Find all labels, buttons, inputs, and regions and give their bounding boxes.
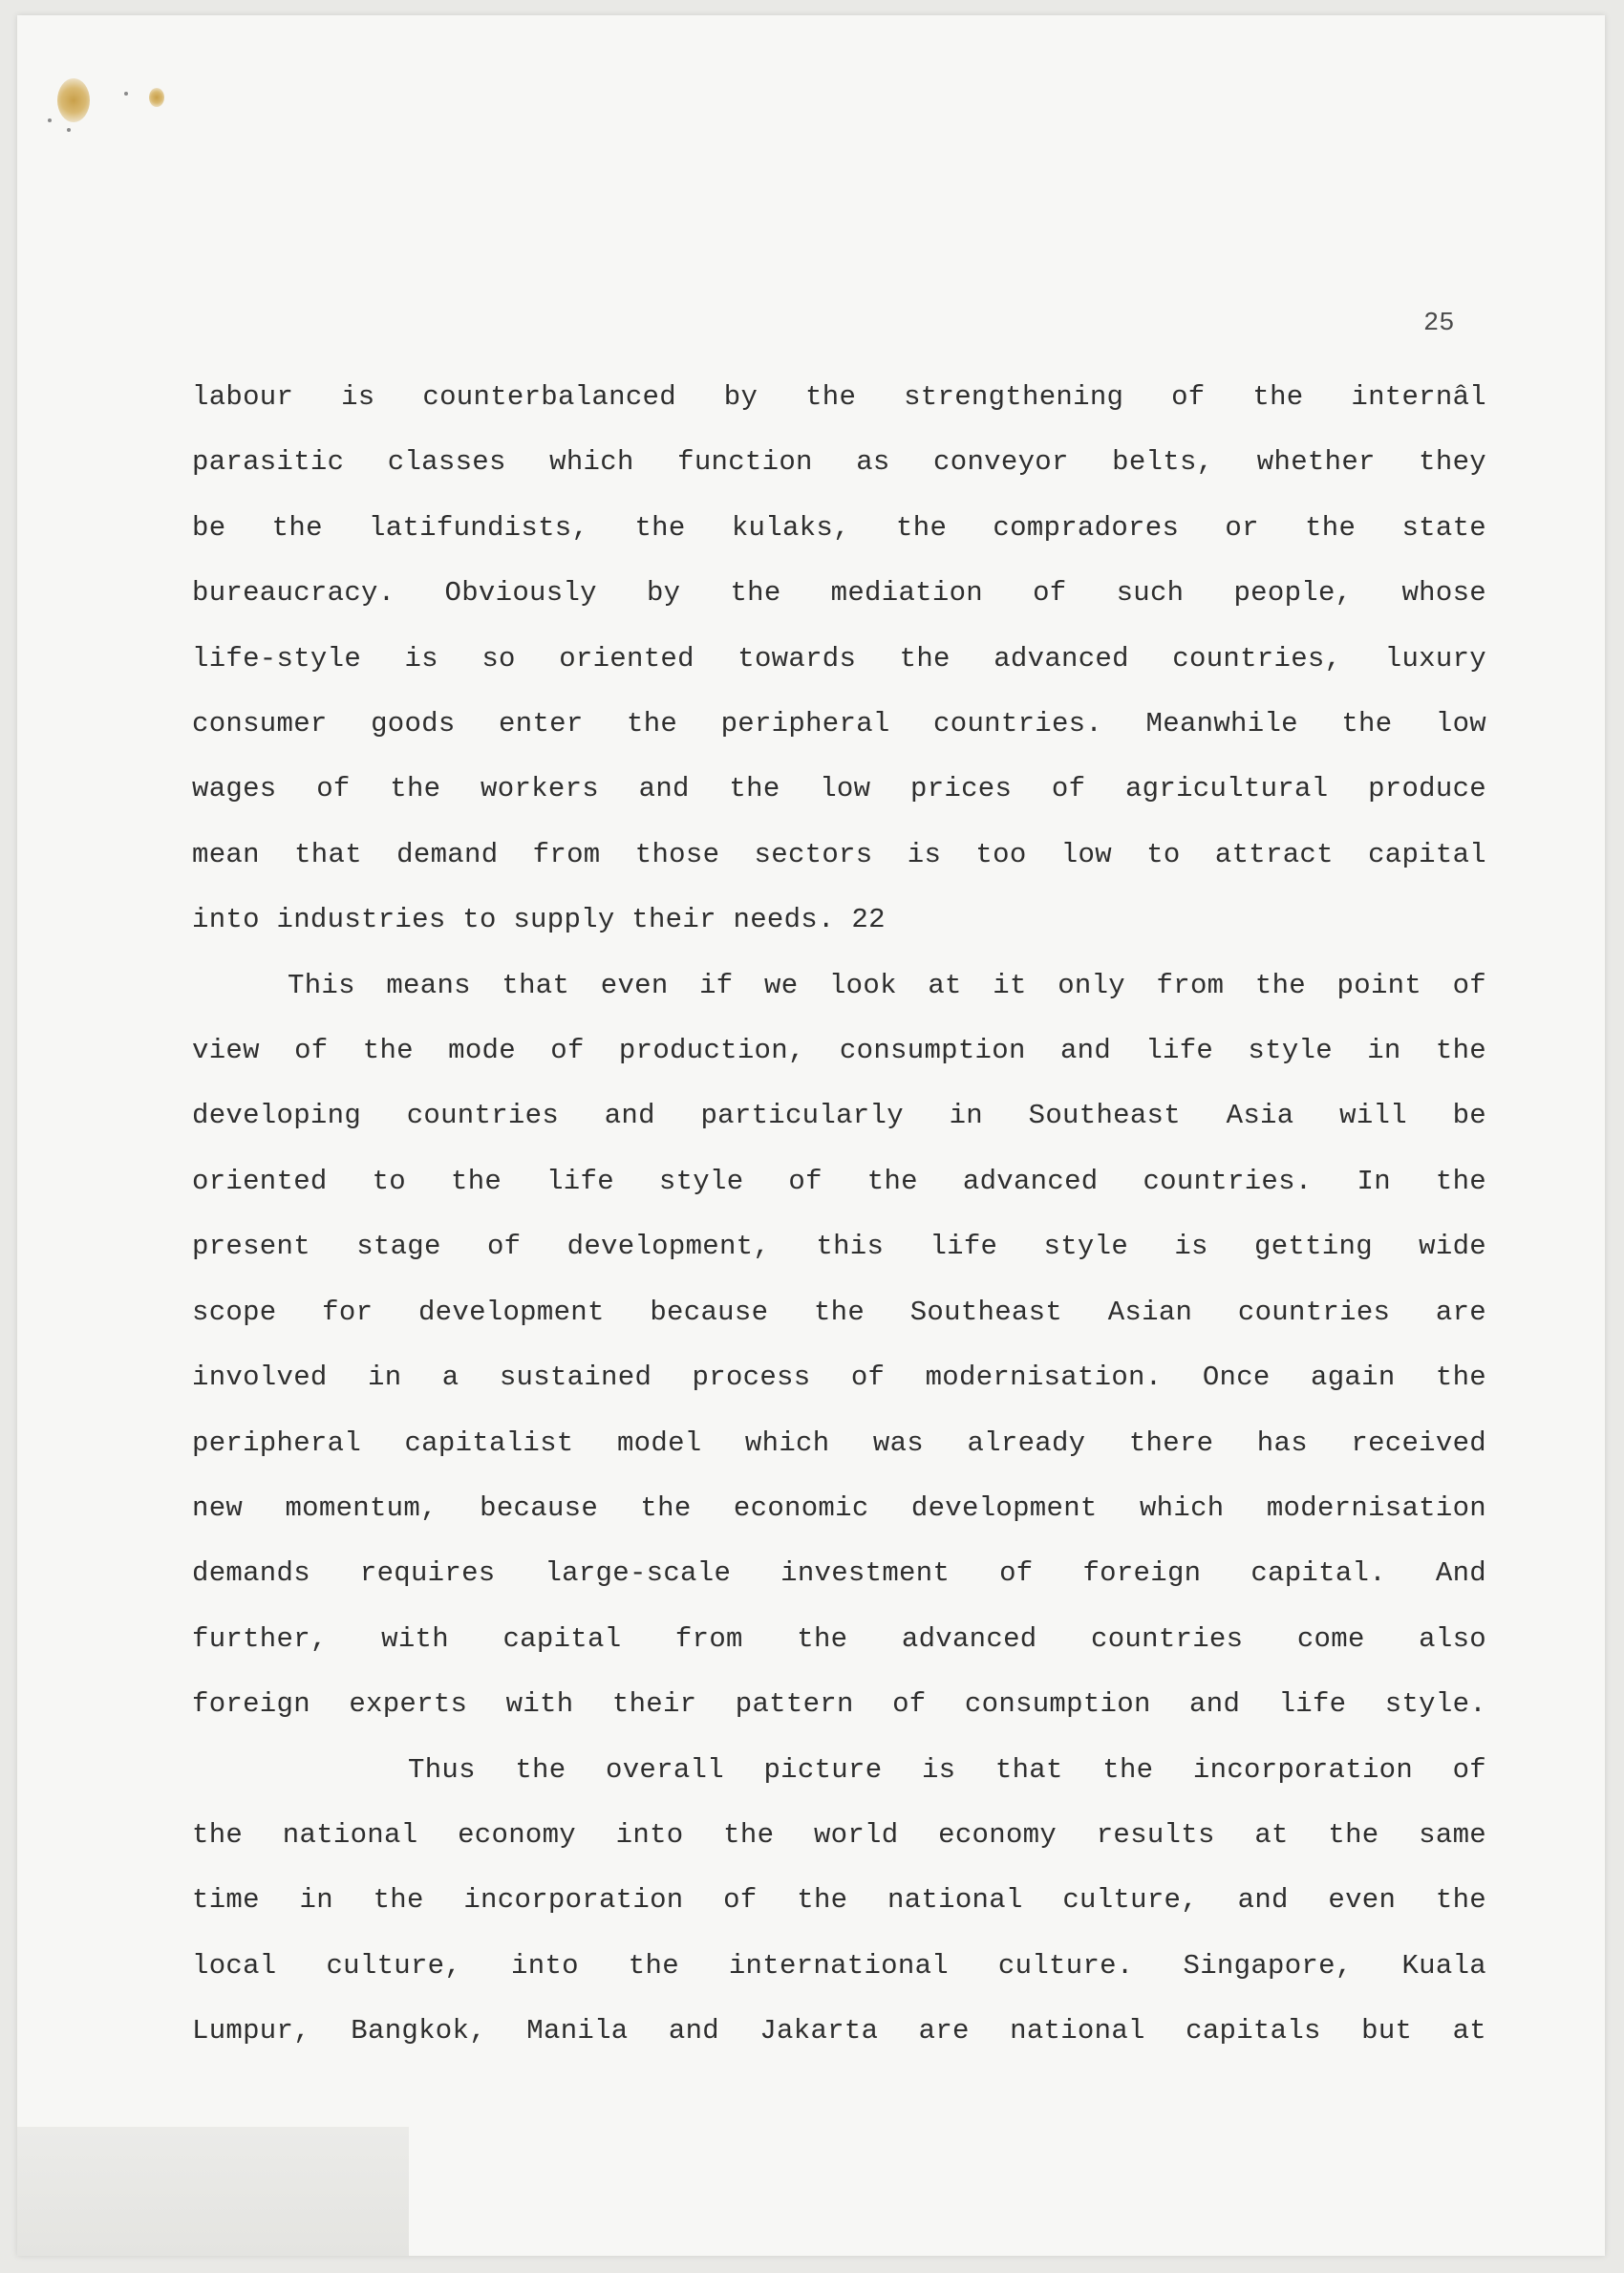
text-line: This means that even if we look at it only from the point of	[288, 969, 1486, 1001]
text-line: Thus the overall picture is that the incorporation of	[408, 1753, 1486, 1786]
text-line: labour is counterbalanced by the strengthening of the internâl	[192, 381, 1486, 413]
text-line: present stage of development, this life style is getting wide	[192, 1231, 1486, 1263]
text-line: Lumpur, Bangkok, Manila and Jakarta are national capitals but at	[192, 2015, 1486, 2048]
text-line: foreign experts with their pattern of consumption and life style.	[192, 1688, 1486, 1721]
text-line: scope for development because the Southeast Asian countries are	[192, 1296, 1486, 1328]
text-line: local culture, into the international culture. Singapore, Kuala	[192, 1949, 1486, 1982]
text-line: consumer goods enter the peripheral countries. Meanwhile the low	[192, 708, 1486, 740]
text-line: mean that demand from those sectors is too low to attract capital	[192, 838, 1486, 870]
paper-speck	[48, 118, 52, 122]
text-line: bureaucracy. Obviously by the mediation of such people, whose	[192, 577, 1486, 610]
text-line: developing countries and particularly in Southeast Asia will be	[192, 1100, 1486, 1132]
text-line: into industries to supply their needs. 22	[192, 904, 886, 936]
paragraph-3	[192, 1738, 1486, 2065]
text-line: involved in a sustained process of modernisation. Once again the	[192, 1362, 1486, 1394]
scan-shadow	[17, 2127, 409, 2256]
body-text	[192, 365, 1486, 2065]
paper-stain	[149, 88, 164, 107]
text-line: demands requires large-scale investment of foreign capital. And	[192, 1557, 1486, 1590]
page-number: 25	[1423, 310, 1455, 338]
text-line: new momentum, because the economic development which modernisation	[192, 1491, 1486, 1524]
text-line: be the latifundists, the kulaks, the compradores or the state	[192, 511, 1486, 544]
text-line: parasitic classes which function as conveyor belts, whether they	[192, 446, 1486, 479]
text-line: time in the incorporation of the national culture, and even the	[192, 1884, 1486, 1917]
paragraph-2	[192, 954, 1486, 1738]
paper-speck	[67, 128, 71, 132]
text-line: peripheral capitalist model which was already there has received	[192, 1426, 1486, 1459]
paragraph-1	[192, 365, 1486, 954]
paper-speck	[124, 92, 128, 96]
paper-stain	[57, 78, 90, 122]
text-line: oriented to the life style of the advanced countries. In the	[192, 1165, 1486, 1197]
text-line: view of the mode of production, consumption and life style in the	[192, 1035, 1486, 1067]
text-line: wages of the workers and the low prices of agricultural produce	[192, 773, 1486, 805]
text-line: life-style is so oriented towards the advanced countries, luxury	[192, 642, 1486, 675]
text-line: further, with capital from the advanced countries come also	[192, 1622, 1486, 1655]
text-line: the national economy into the world economy results at the same	[192, 1818, 1486, 1851]
document-page	[17, 15, 1605, 2256]
